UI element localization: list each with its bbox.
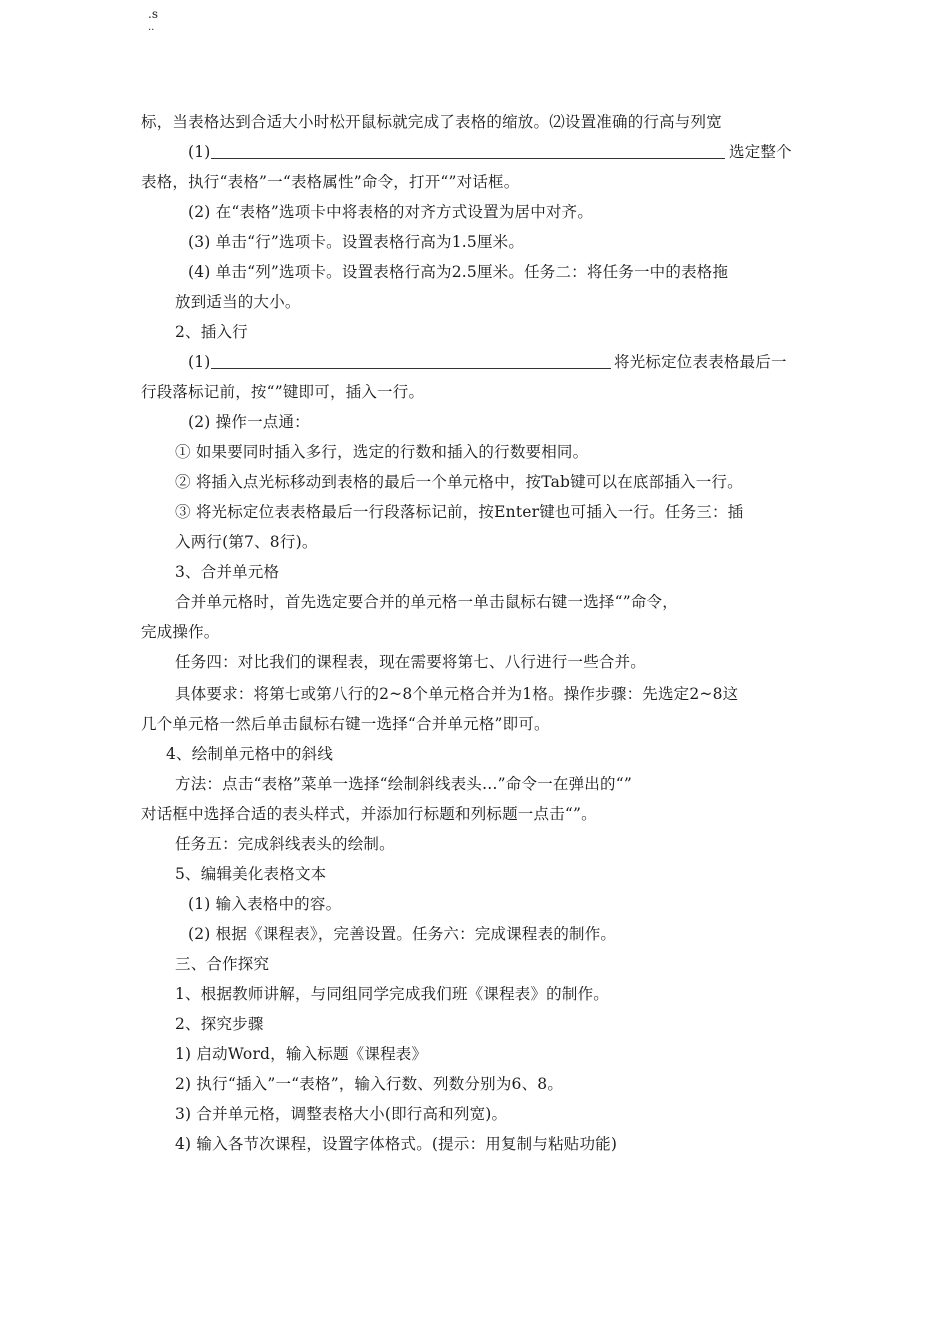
fill-in-blank bbox=[211, 353, 611, 369]
list-item: 3) 合并单元格，调整表格大小(即行高和列宽)。 bbox=[175, 1105, 508, 1123]
paragraph-line: (4) 单击“列”选项卡。设置表格行高为2.5厘米。任务二：将任务一中的表格拖 bbox=[188, 263, 729, 281]
paragraph-line: 几个单元格一然后单击鼠标右键一选择“合并单元格”即可。 bbox=[141, 715, 550, 733]
paragraph-line: 1、根据教师讲解，与同组同学完成我们班《课程表》的制作。 bbox=[175, 985, 609, 1003]
paragraph-line: 行段落标记前，按“”键即可，插入一行。 bbox=[141, 383, 425, 401]
paragraph-line: 放到适当的大小。 bbox=[175, 293, 301, 311]
paragraph-line: 任务五：完成斜线表头的绘制。 bbox=[175, 835, 395, 853]
list-item: 2) 执行“插入”一“表格”，输入行数、列数分别为6、8。 bbox=[175, 1075, 564, 1093]
paragraph-line: (3) 单击“行”选项卡。设置表格行高为1.5厘米。 bbox=[188, 233, 525, 251]
paragraph-line: ② 将插入点光标移动到表格的最后一个单元格中，按Tab键可以在底部插入一行。 bbox=[175, 473, 743, 491]
paragraph-line: 完成操作。 bbox=[141, 623, 220, 641]
list-item: 4) 输入各节次课程，设置字体格式。(提示：用复制与粘贴功能) bbox=[175, 1135, 618, 1153]
paragraph-line: ① 如果要同时插入多行，选定的行数和插入的行数要相同。 bbox=[175, 443, 589, 461]
paragraph-line: 任务四：对比我们的课程表，现在需要将第七、八行进行一些合并。 bbox=[175, 653, 647, 671]
paragraph-line: 入两行(第7、8行)。 bbox=[175, 533, 318, 551]
paragraph-line: 将光标定位表表格最后一 bbox=[614, 353, 787, 371]
fill-in-blank bbox=[211, 143, 725, 159]
header-mark-dots: .. bbox=[148, 22, 155, 33]
paragraph-line: 选定整个 bbox=[729, 143, 792, 161]
section-heading: 3、合并单元格 bbox=[175, 563, 280, 581]
paragraph-line: 表格，执行“表格”一“表格属性”命令，打开“”对话框。 bbox=[141, 173, 520, 191]
section-heading: 4、绘制单元格中的斜线 bbox=[166, 745, 334, 763]
paragraph-line: (2) 根据《课程表》，完善设置。任务六：完成课程表的制作。 bbox=[188, 925, 617, 943]
section-heading: 5、编辑美化表格文本 bbox=[175, 865, 327, 883]
paragraph-line: (1) 输入表格中的容。 bbox=[188, 895, 342, 913]
paragraph-line: 标，当表格达到合适大小时松开鼠标就完成了表格的缩放。⑵设置准确的行高与列宽 bbox=[141, 113, 722, 131]
paragraph-line: 具体要求：将第七或第八行的2~8个单元格合并为1格。操作步骤：先选定2~8这 bbox=[175, 685, 739, 703]
paragraph-line: (2) 操作一点通： bbox=[188, 413, 310, 431]
paragraph-line: ③ 将光标定位表表格最后一行段落标记前，按Enter键也可插入一行。任务三：插 bbox=[175, 503, 744, 521]
paragraph-line: 合并单元格时，首先选定要合并的单元格一单击鼠标右键一选择“”命令， bbox=[175, 593, 678, 611]
step-1-label: (1) bbox=[188, 353, 211, 371]
section-heading: 三、合作探究 bbox=[175, 955, 270, 973]
paragraph-line: 对话框中选择合适的表头样式，并添加行标题和列标题一点击“”。 bbox=[141, 805, 597, 823]
paragraph-line: (2) 在“表格”选项卡中将表格的对齐方式设置为居中对齐。 bbox=[188, 203, 594, 221]
section-heading: 2、探究步骤 bbox=[175, 1015, 264, 1033]
header-mark: .s bbox=[148, 7, 158, 21]
section-heading: 2、插入行 bbox=[175, 323, 248, 341]
paragraph-line: 方法：点击“表格”菜单一选择“绘制斜线表头…”命令一在弹出的“” bbox=[175, 775, 632, 793]
step-1-label: (1) bbox=[188, 143, 211, 161]
list-item: 1) 启动Word，输入标题《课程表》 bbox=[175, 1045, 428, 1063]
